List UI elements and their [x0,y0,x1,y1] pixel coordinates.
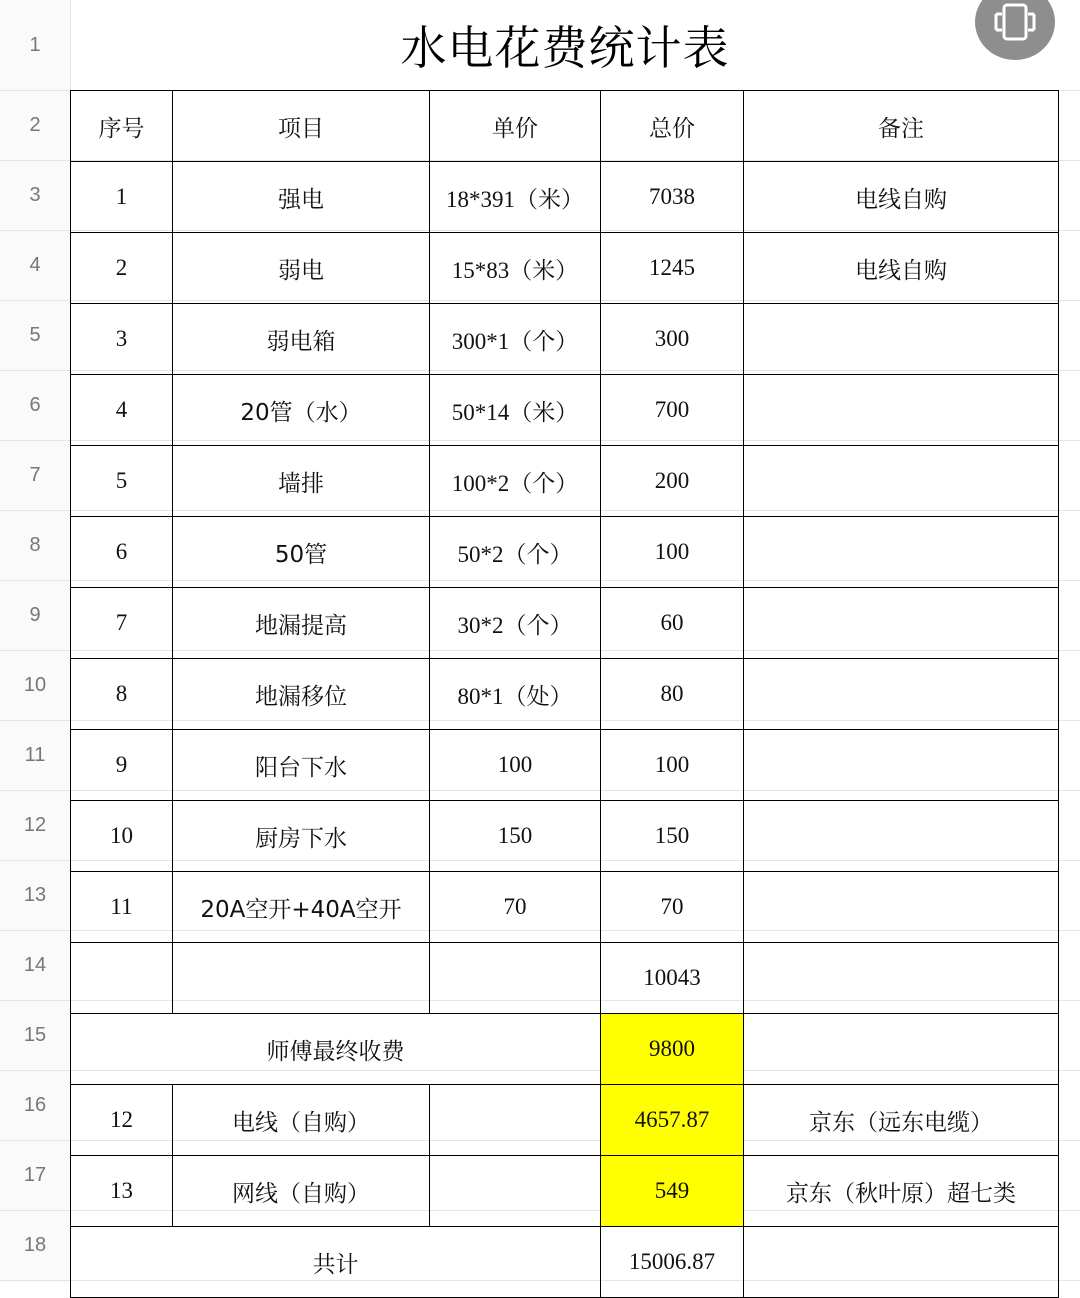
row-number[interactable]: 6 [29,394,41,416]
cell-unit-price[interactable]: 30*2（个） [430,588,601,659]
cell-note[interactable] [744,588,1059,659]
master-fee-value[interactable]: 9800 [601,1014,744,1085]
cell-total[interactable]: 60 [601,588,744,659]
cell-empty[interactable] [430,943,601,1014]
cell-index[interactable]: 3 [71,304,173,375]
row-number[interactable]: 9 [29,604,41,626]
cell-unit-price[interactable]: 18*391（米） [430,162,601,233]
table-row [71,1085,1059,1156]
row-number[interactable]: 16 [23,1094,47,1116]
table-row [71,233,1059,304]
cell-index[interactable]: 2 [71,233,173,304]
cell-item[interactable]: 20管（水） [173,375,430,446]
cell-total[interactable]: 549 [601,1156,744,1227]
cell-unit-price[interactable]: 100 [430,730,601,801]
exit-fullscreen-icon [993,0,1037,44]
cell-item[interactable]: 20A空开+40A空开 [173,872,430,943]
grand-total-value[interactable]: 15006.87 [601,1227,744,1298]
cell-empty[interactable] [744,943,1059,1014]
cell-note[interactable] [744,446,1059,517]
grand-total-row [71,1227,1059,1298]
cell-index[interactable]: 12 [71,1085,173,1156]
cell-unit-price[interactable]: 300*1（个） [430,304,601,375]
cell-item[interactable]: 强电 [173,162,430,233]
cell-item[interactable]: 墙排 [173,446,430,517]
table-row [71,730,1059,801]
cell-note[interactable] [744,517,1059,588]
table-row [71,659,1059,730]
cell-note[interactable] [744,375,1059,446]
grand-total-label[interactable]: 共计 [71,1227,601,1298]
cell-total[interactable]: 4657.87 [601,1085,744,1156]
cell-index[interactable]: 5 [71,446,173,517]
cell-item[interactable]: 厨房下水 [173,801,430,872]
cell-unit-price[interactable] [430,1085,601,1156]
row-number[interactable]: 1 [29,34,41,56]
table-row [71,588,1059,659]
cell-unit-price[interactable]: 70 [430,872,601,943]
table-row [71,517,1059,588]
table-row [71,162,1059,233]
cell-empty[interactable] [173,943,430,1014]
row-number[interactable]: 11 [24,744,46,766]
row-number[interactable]: 8 [29,534,41,556]
cell-total[interactable]: 150 [601,801,744,872]
cell-unit-price[interactable]: 15*83（米） [430,233,601,304]
table-row [71,1156,1059,1227]
subtotal-value[interactable]: 10043 [601,943,744,1014]
cell-item[interactable]: 弱电 [173,233,430,304]
cell-note[interactable]: 京东（远东电缆） [744,1085,1059,1156]
table-row [71,446,1059,517]
cell-note[interactable] [744,872,1059,943]
cell-index[interactable]: 7 [71,588,173,659]
row-number[interactable]: 7 [29,464,41,486]
cell-item[interactable]: 弱电箱 [173,304,430,375]
cell-note[interactable]: 电线自购 [744,162,1059,233]
cell-index[interactable]: 6 [71,517,173,588]
header-total[interactable]: 总价 [601,91,744,162]
cell-total[interactable]: 300 [601,304,744,375]
cell-item[interactable]: 50管 [173,517,430,588]
cell-index[interactable]: 1 [71,162,173,233]
cell-empty[interactable] [71,943,173,1014]
master-fee-label[interactable]: 师傅最终收费 [71,1014,601,1085]
cell-total[interactable]: 80 [601,659,744,730]
cell-index[interactable]: 11 [71,872,173,943]
cell-total[interactable]: 200 [601,446,744,517]
row-number[interactable]: 17 [23,1164,47,1186]
cell-item[interactable]: 地漏提高 [173,588,430,659]
sheet-title[interactable]: 水电花费统计表 [400,21,730,75]
expense-table [70,90,1059,1298]
cell-note[interactable] [744,304,1059,375]
cell-unit-price[interactable]: 50*14（米） [430,375,601,446]
cell-unit-price[interactable]: 80*1（处） [430,659,601,730]
row-number[interactable]: 18 [23,1234,47,1256]
cell-total[interactable]: 100 [601,730,744,801]
master-fee-row [71,1014,1059,1085]
row-number[interactable]: 4 [29,254,41,276]
header-row [71,91,1059,162]
cell-index[interactable]: 9 [71,730,173,801]
cell-empty[interactable] [744,1014,1059,1085]
cell-unit-price[interactable]: 150 [430,801,601,872]
cell-total[interactable]: 70 [601,872,744,943]
cell-item[interactable]: 网线（自购） [173,1156,430,1227]
header-note[interactable]: 备注 [744,91,1059,162]
cell-total[interactable]: 100 [601,517,744,588]
cell-total[interactable]: 700 [601,375,744,446]
cell-total[interactable]: 7038 [601,162,744,233]
cell-empty[interactable] [744,1227,1059,1298]
row-number[interactable]: 5 [29,324,41,346]
cell-index[interactable]: 10 [71,801,173,872]
cell-unit-price[interactable]: 100*2（个） [430,446,601,517]
cell-note[interactable] [744,659,1059,730]
header-index[interactable]: 序号 [71,91,173,162]
cell-unit-price[interactable] [430,1156,601,1227]
cell-index[interactable]: 8 [71,659,173,730]
row-number[interactable]: 3 [29,184,41,206]
table-row [71,375,1059,446]
cell-item[interactable]: 阳台下水 [173,730,430,801]
row-number[interactable]: 15 [23,1024,47,1046]
cell-index[interactable]: 13 [71,1156,173,1227]
cell-note[interactable]: 京东（秋叶原）超七类 [744,1156,1059,1227]
subtotal-row [71,943,1059,1014]
cell-note[interactable]: 电线自购 [744,233,1059,304]
table-row [71,304,1059,375]
cell-total[interactable]: 1245 [601,233,744,304]
row-number[interactable]: 13 [23,884,47,906]
header-item[interactable]: 项目 [173,91,430,162]
table-row [71,872,1059,943]
row-number[interactable]: 10 [23,674,47,696]
cell-note[interactable] [744,801,1059,872]
row-number[interactable]: 2 [29,114,41,136]
table-row [71,801,1059,872]
cell-item[interactable]: 地漏移位 [173,659,430,730]
cell-item[interactable]: 电线（自购） [173,1085,430,1156]
cell-unit-price[interactable]: 50*2（个） [430,517,601,588]
row-number[interactable]: 14 [23,954,47,976]
cell-note[interactable] [744,730,1059,801]
row-number[interactable]: 12 [23,814,47,836]
header-unit-price[interactable]: 单价 [430,91,601,162]
cell-index[interactable]: 4 [71,375,173,446]
